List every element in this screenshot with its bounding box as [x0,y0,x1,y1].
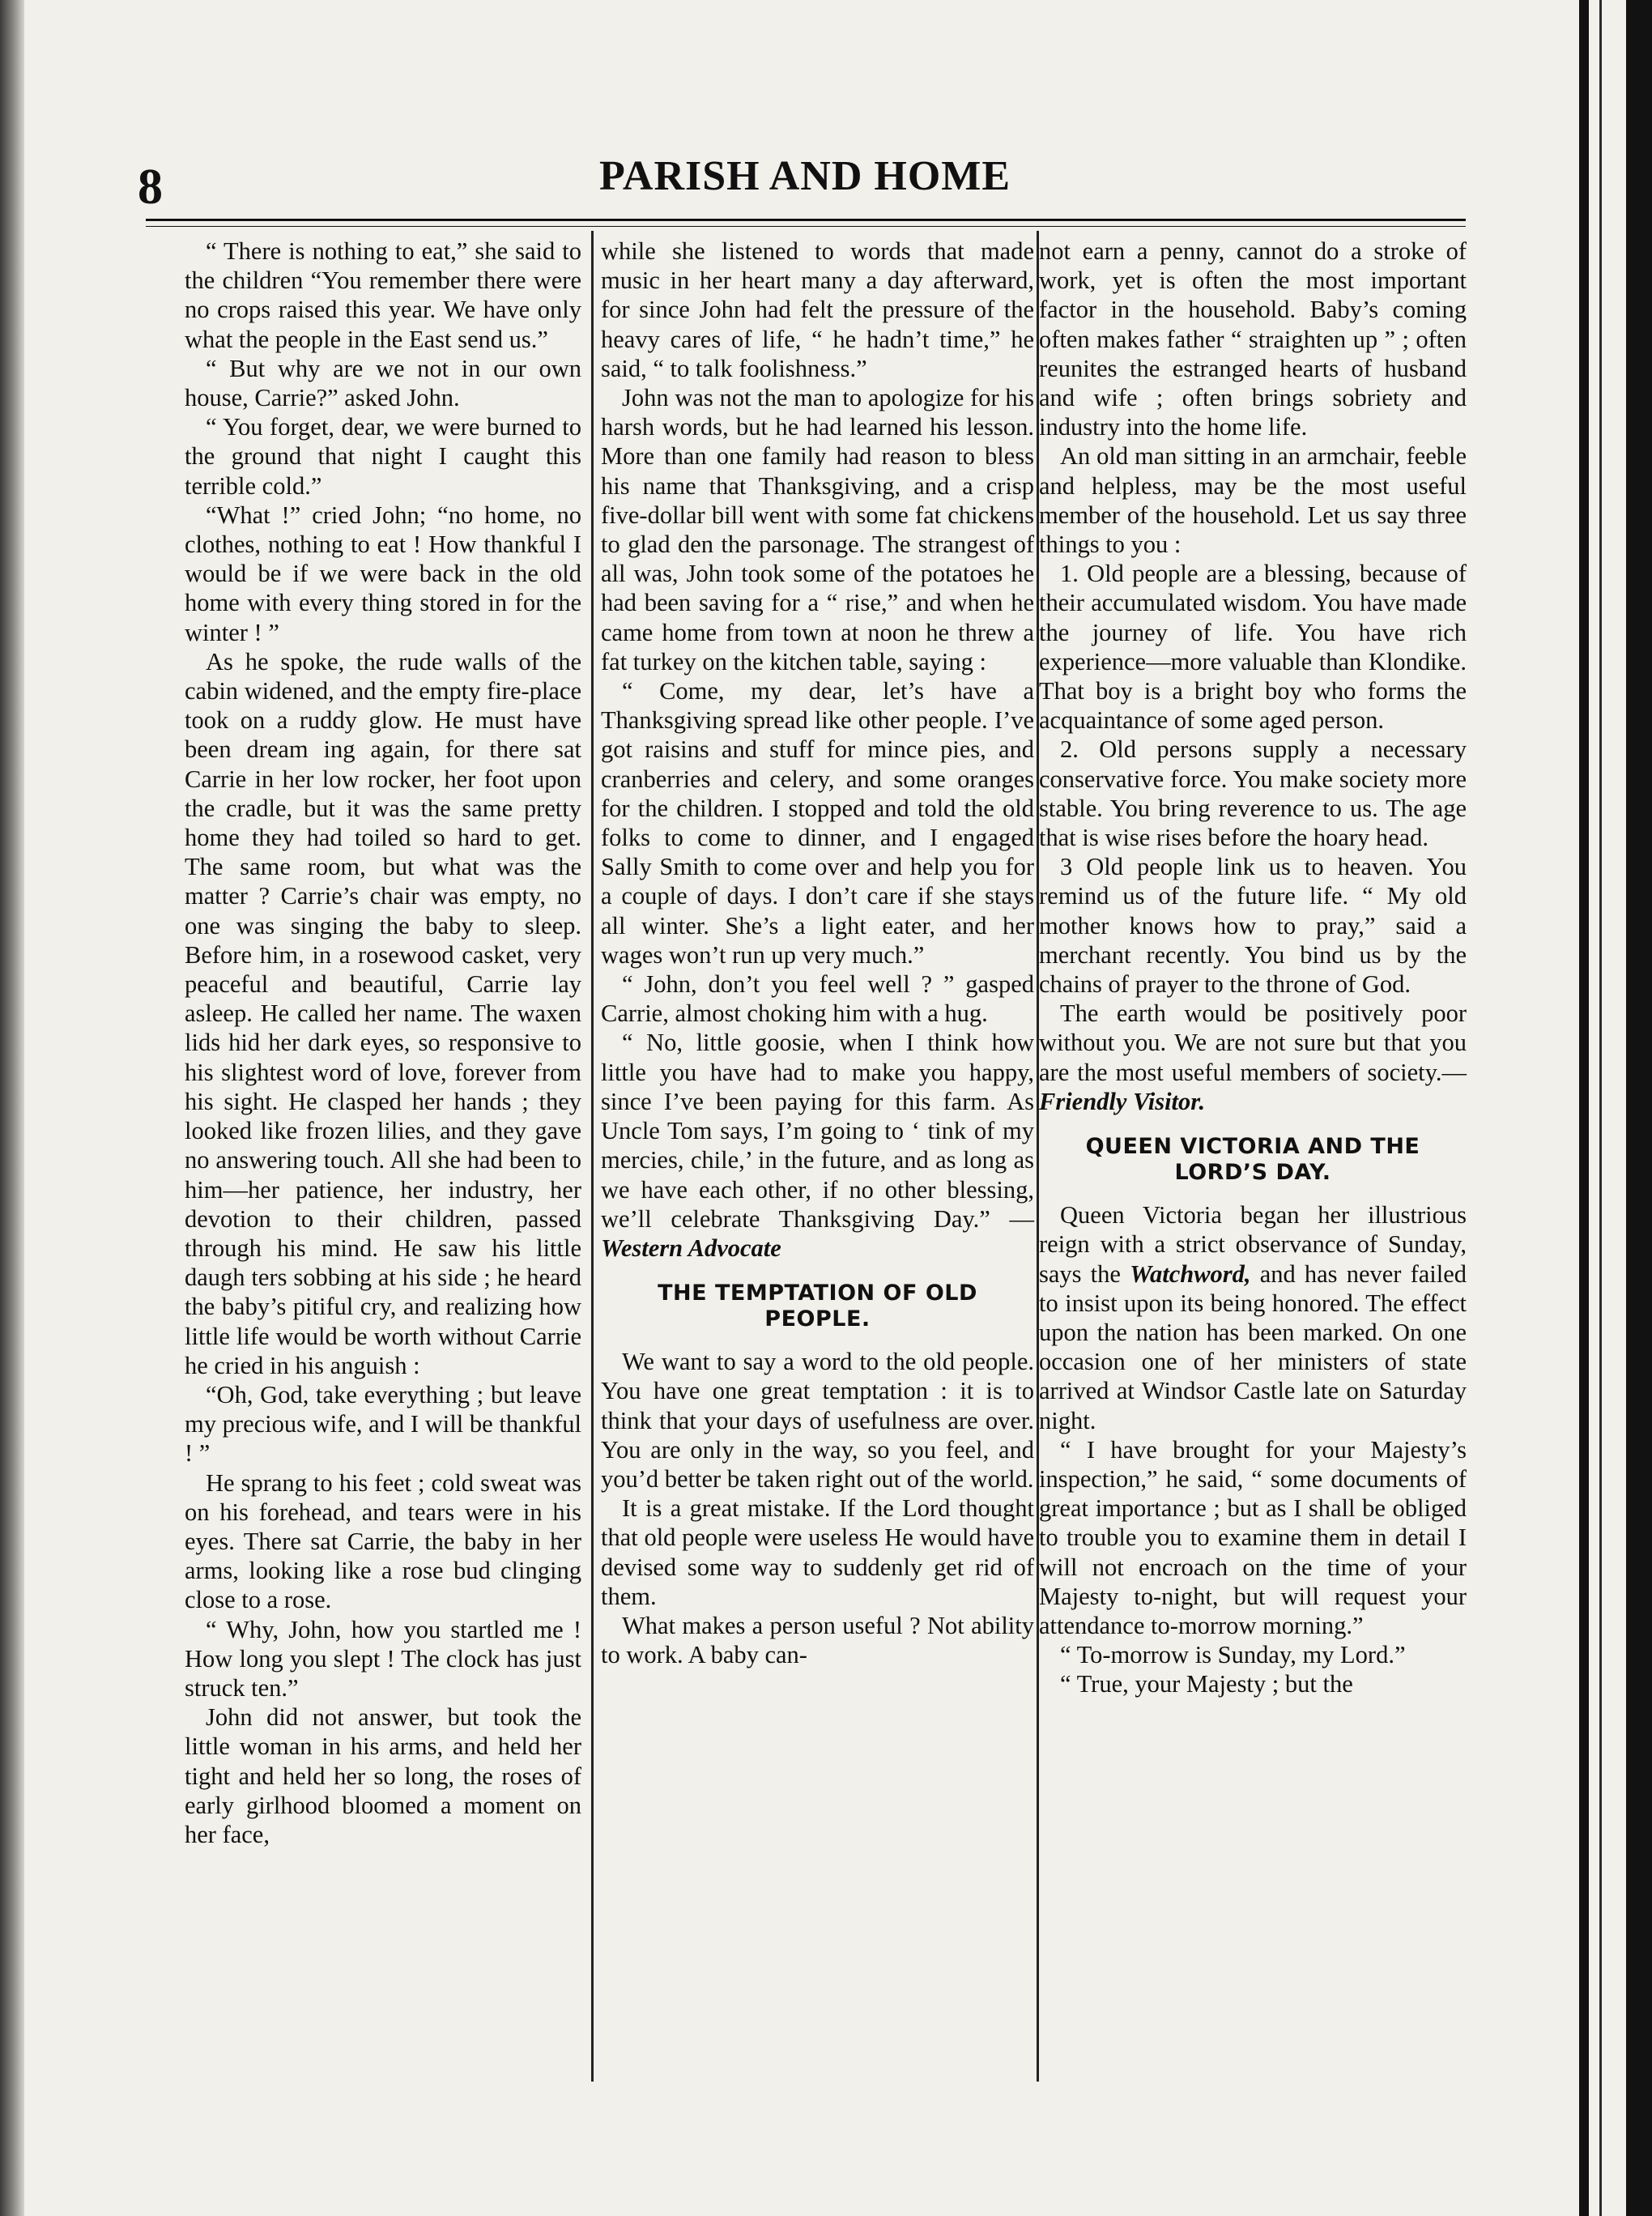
paragraph: “ To-morrow is Sunday, my Lord.” [1060,1641,1406,1669]
paragraph: “ I have brought for your Majesty’s inspection,” he said, “ some documents of great importance ; but as I shall be obliged to trouble you to examine them in detail I will not encroach on the time of your Majesty to-night, but will request your attendance to-morrow morning.” [1039,1435,1467,1639]
paragraph: “ Why, John, how you startled me ! How long you slept ! The clock has just struck ten.” [185,1615,581,1702]
continued-paragraph: while she listened to words that made music in her heart many a day afterward, for since John had felt the pressure of the heavy cares of life, “ he hadn’t time,” he said, “ to talk foolishness.” [601,237,1034,382]
page-number: 8 [138,160,163,215]
paragraph-text: “ No, little goosie, when I think how little you have had to make you happy, since I’ve been paying for this farm. As Uncle Tom says, I’m going to ‘ tink of my mercies, chile,’ in the future, and as long as we have each other, if no other blessing, we’ll celebrate Thanksgiving Day.” — [601,1029,1034,1233]
paragraph: As he spoke, the rude walls of the cabin widened, and the empty fire-place took on a ruddy glow. He must have been dream ing again, for there sat Carrie in her low rocker, her foot upon the cradle, but it was the same pretty home they had toiled so hard to get. The same room, but what was the matter ? Carrie’s chair was empty, no one was singing the baby to sleep. Before him, in a rosewood casket, very peaceful and beautiful, Carrie lay asleep. He called her name. The waxen lids hid her dark eyes, so responsive to his slightest word of love, forever from his sight. He clasped her hands ; they looked like frozen lilies, and they gave no answering touch. All she had been to him—her patience, her industry, her devotion to their children, passed through his mind. He saw his little daugh ters sobbing at his side ; he heard the baby’s pitiful cry, and realizing how little life would be worth without Carrie he cried in his anguish : [185,647,581,1379]
paragraph: He sprang to his feet ; cold sweat was on his forehead, and tears were in his eyes. There sat Carrie, the baby in her arms, looking like a rose bud clinging close to a rose. [185,1468,581,1614]
header-rule [146,219,1466,227]
paragraph: “What !” cried John; “no home, no clothes, nothing to eat ! How thankful I would be if we were back in the old home with every thing stored in for the winter ! ” [185,501,581,646]
inline-source: Watchword, [1130,1259,1251,1288]
article-heading: THE TEMPTATION OF OLD PEOPLE. [658,1281,977,1332]
column-1 [185,237,581,1849]
paragraph: “Oh, God, take everything ; but leave my precious wife, and I will be thankful ! ” [185,1380,581,1468]
paragraph: “ There is nothing to eat,” she said to the children “You remember there were no crops raised this year. We have only what the people in the East send us.” [185,237,581,353]
paragraph [1039,999,1467,1116]
next-page-edge [1589,0,1626,2216]
column-3 [1039,237,1467,1699]
paragraph: We want to say a word to the old people. You have one great temptation : it is to think that your days of usefulness are over. You are only in the way, so you feel, and you’d better be taken right out of the world. [601,1348,1034,1493]
paragraph-text: The earth would be positively poor without you. We are not sure but that you are the most useful members of society.— [1039,999,1467,1086]
column-rule-1 [591,231,594,2082]
next-page-edge-line [1599,0,1602,2216]
paragraph: It is a great mistake. If the Lord thought that old people were useless He would have devised some way to suddenly get rid of them. [601,1494,1034,1610]
paragraph: “ True, your Majesty ; but the [1060,1670,1353,1698]
paragraph: What makes a person useful ? Not ability to work. A baby can- [601,1611,1034,1669]
paragraph [1039,1200,1467,1435]
running-head: PARISH AND HOME [599,153,1011,199]
article-heading: QUEEN VICTORIA AND THE LORD’S DAY. [1085,1134,1420,1186]
paragraph: 1. Old people are a blessing, because of their accumulated wisdom. You have made the journey of life. You have rich experience—more valuable than Klondike. That boy is a bright boy who forms the acquaintance of some aged person. [1039,560,1467,735]
article-source: Friendly Visitor. [1039,1087,1206,1115]
paragraph: 3 Old people link us to heaven. You remind us of the future life. “ My old mother knows how to pray,” said a merchant recently. You bind us by the chains of prayer to the throne of God. [1039,853,1467,999]
paragraph: John was not the man to apologize for his harsh words, but he had learned his lesson. More than one family had reason to bless his name that Thanksgiving, and a crisp five-dollar bill went with some fat chickens to glad den the parsonage. The strangest of all was, John took some of the potatoes he had been saving for a “ rise,” and when he came home from town at noon he threw a fat turkey on the kitchen table, saying : [601,384,1034,675]
continued-paragraph: not earn a penny, cannot do a stroke of work, yet is often the most important factor in the household. Baby’s coming often makes father “ straighten up ” ; often reunites the estranged hearts of husband and wife ; often brings sobriety and industry into the home life. [1039,237,1467,441]
article-source: Western Advocate [601,1234,781,1262]
paragraph: John did not answer, but took the little woman in his arms, and held her tight and held her so long, the roses of early girlhood bloomed a moment on her face, [185,1703,581,1848]
paragraph: An old man sitting in an armchair, feeble and helpless, may be the most useful member of the household. Let us say three things to you : [1039,442,1467,559]
paragraph: “ But why are we not in our own house, Carrie?” asked John. [185,354,581,412]
paragraph: 2. Old persons supply a necessary conservative force. You make society more stable. You bring reverence to us. The age that is wise rises before the hoary head. [1039,735,1467,852]
paragraph [601,1028,1034,1263]
column-2 [601,237,1034,1669]
paragraph: “ Come, my dear, let’s have a Thanksgiving spread like other people. I’ve got raisins and stuff for mince pies, and cranberries and celery, and some oranges for the children. I stopped and told the old folks to come to dinner, and I engaged Sally Smith to come over and help you for a couple of days. I don’t care if she stays all winter. She’s a light eater, and her wages won’t run up very much.” [601,677,1034,969]
paragraph-text: Queen Victoria began her illustrious reign with a strict observance of Sunday, says the [1039,1201,1467,1288]
paragraph: “ John, don’t you feel well ? ” gasped Carrie, almost choking him with a hug. [601,970,1034,1028]
scan-left-edge [0,0,24,2216]
paragraph-text: and has never failed to insist upon its being honored. The effect upon the nation has been marked. On one occasion one of her ministers of state arrived at Windsor Castle late on Saturday night. [1039,1259,1467,1434]
paragraph: “ You forget, dear, we were burned to the ground that night I caught this terrible cold.” [185,413,581,500]
